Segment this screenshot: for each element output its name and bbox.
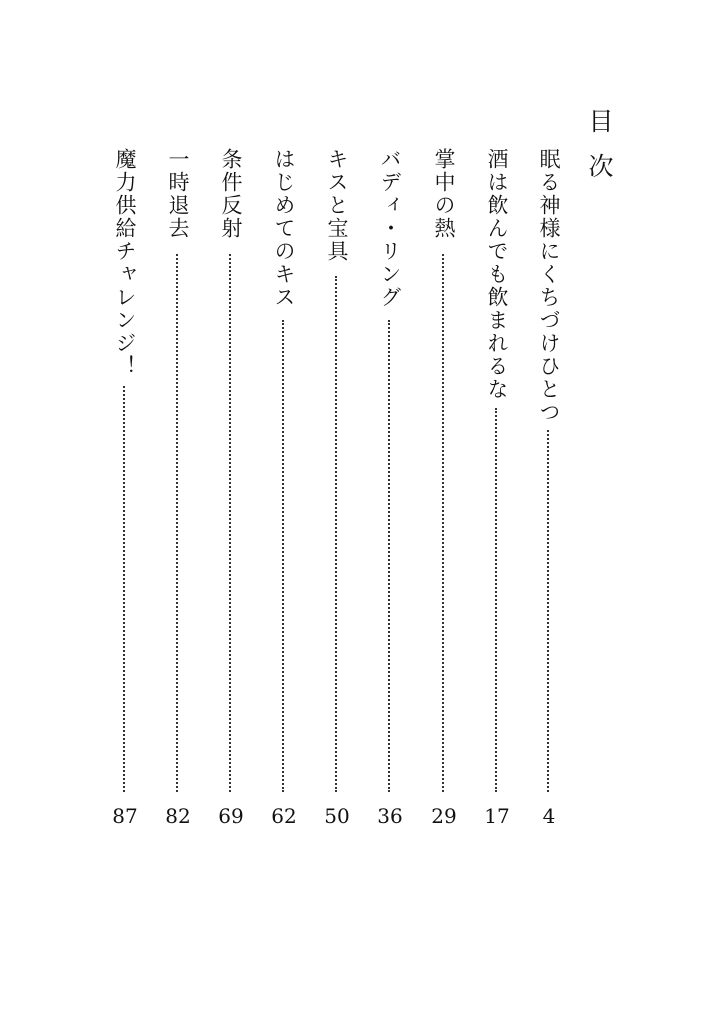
chapter-title: キスと宝具 xyxy=(325,148,349,263)
toc-entry-5[interactable] xyxy=(320,148,354,838)
chapter-title: はじめてのキス xyxy=(272,148,296,309)
page-number: 29 xyxy=(431,804,457,828)
toc-entry-7[interactable] xyxy=(214,148,248,838)
chapter-title: 掌中の熱 xyxy=(432,148,456,240)
dot-leader xyxy=(335,276,339,792)
chapter-title: 魔力供給チャレンジ！ xyxy=(113,148,137,378)
dot-leader xyxy=(229,254,233,792)
dot-leader xyxy=(282,320,286,792)
page-number: 4 xyxy=(542,804,556,828)
chapter-title: 条件反射 xyxy=(219,148,243,240)
dot-leader xyxy=(547,430,551,792)
chapter-title: 酒は飲んでも飲まれるな xyxy=(485,148,509,401)
page-number: 36 xyxy=(377,804,403,828)
toc-entry-1[interactable] xyxy=(532,148,566,838)
toc-entry-3[interactable] xyxy=(427,148,461,838)
toc-entry-9[interactable] xyxy=(108,148,142,838)
dot-leader xyxy=(176,254,180,792)
toc-entry-6[interactable] xyxy=(267,148,301,838)
page-number: 62 xyxy=(271,804,297,828)
chapter-title: 一時退去 xyxy=(166,148,190,240)
toc-heading: 目次 xyxy=(585,108,614,198)
page-number: 17 xyxy=(484,804,510,828)
page-number: 69 xyxy=(218,804,244,828)
page-number: 87 xyxy=(112,804,138,828)
toc-entry-4[interactable] xyxy=(373,148,407,838)
dot-leader xyxy=(388,320,392,792)
page-number: 82 xyxy=(165,804,191,828)
page-number: 50 xyxy=(324,804,350,828)
dot-leader xyxy=(442,254,446,792)
dot-leader xyxy=(123,386,127,792)
toc-entry-8[interactable] xyxy=(161,148,195,838)
chapter-title: バディ・リング xyxy=(378,148,402,309)
dot-leader xyxy=(495,408,499,792)
toc-entry-2[interactable] xyxy=(480,148,514,838)
chapter-title: 眠る神様にくちづけひとつ xyxy=(537,148,561,424)
